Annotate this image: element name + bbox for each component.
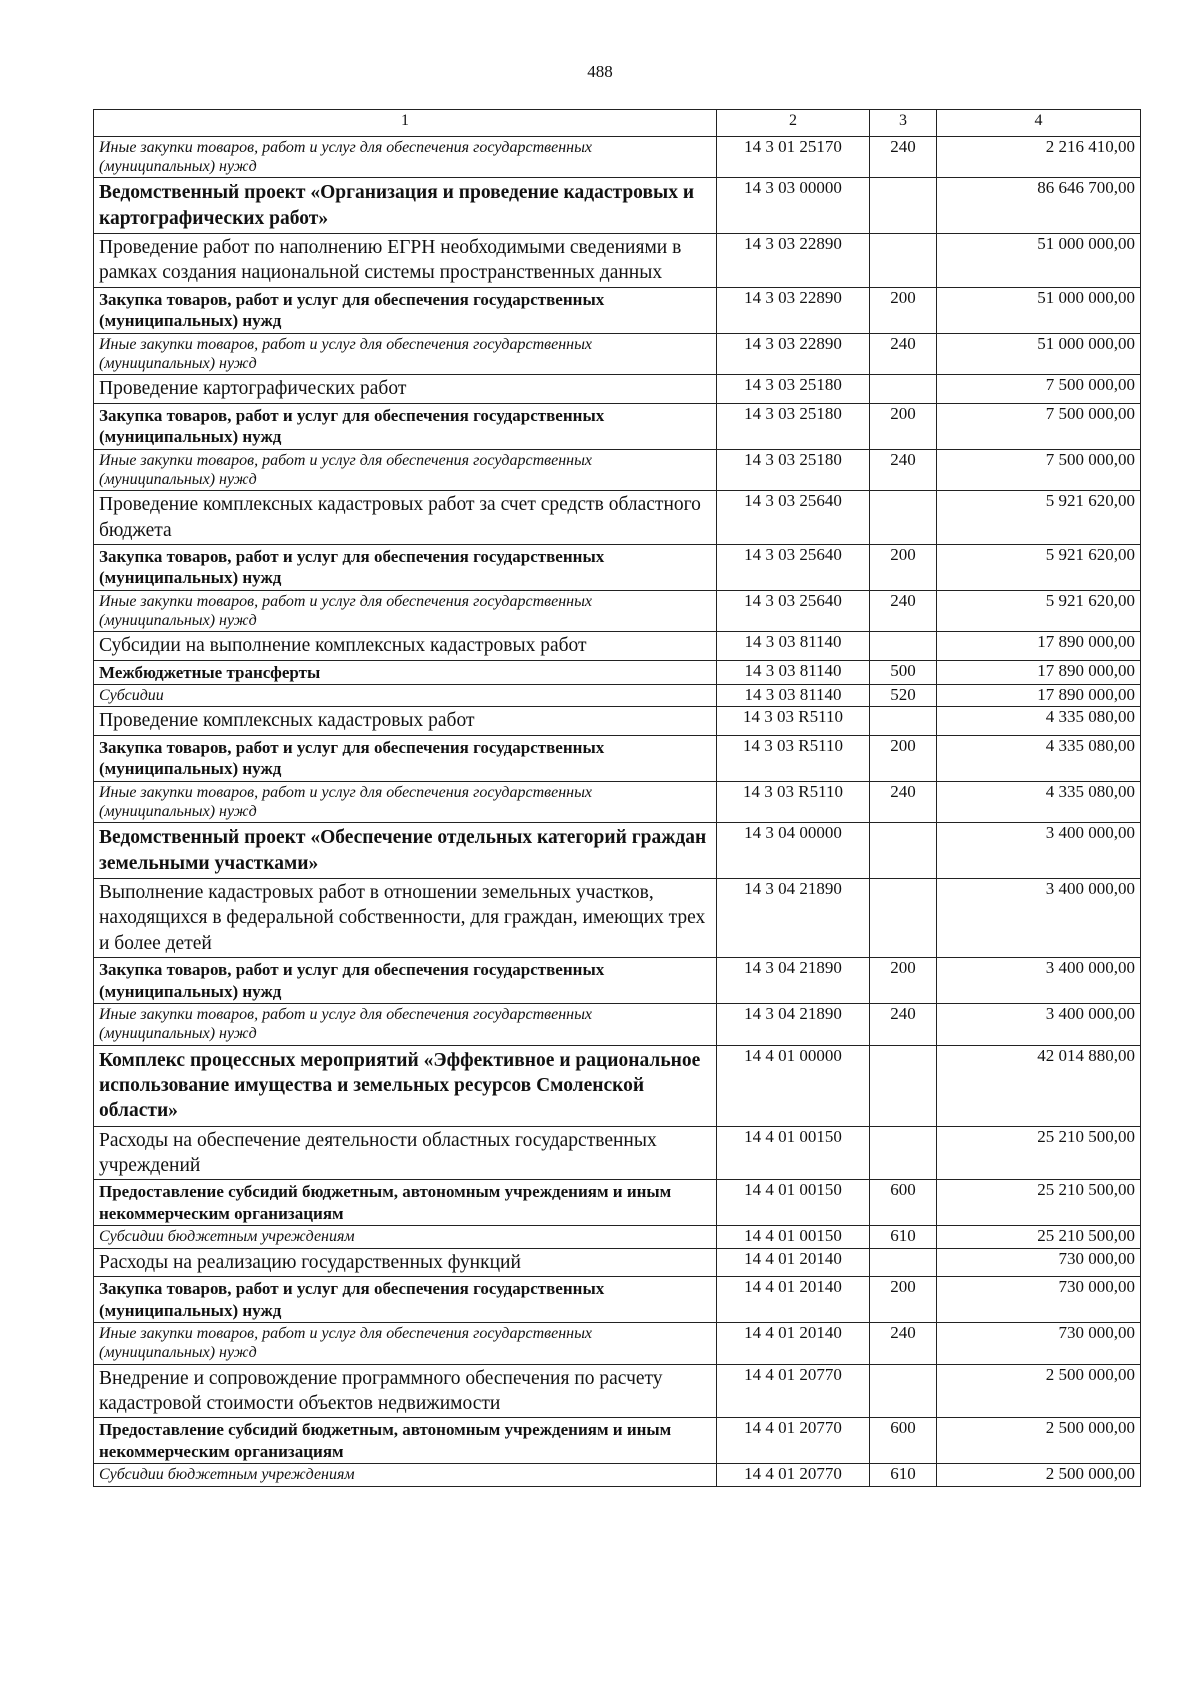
table-row xyxy=(94,632,1141,660)
cell-name: Выполнение кадастровых работ в отношении земельных участков, находящихся в федеральной собственности, для граждан, имеющих трех и более детей xyxy=(94,879,717,958)
cell-expense-type: 520 xyxy=(870,685,937,707)
table-row xyxy=(94,1126,1141,1180)
cell-amount: 42 014 880,00 xyxy=(937,1045,1141,1126)
cell-name: Проведение комплексных кадастровых работ xyxy=(94,707,717,735)
table-row xyxy=(94,1226,1141,1248)
cell-code: 14 4 01 20140 xyxy=(717,1277,870,1323)
cell-amount: 51 000 000,00 xyxy=(937,234,1141,288)
header-col-code: 2 xyxy=(717,110,870,137)
cell-expense-type xyxy=(870,707,937,735)
table-row xyxy=(94,1004,1141,1045)
cell-amount: 51 000 000,00 xyxy=(937,287,1141,333)
cell-code: 14 3 04 00000 xyxy=(717,823,870,879)
cell-expense-type: 240 xyxy=(870,449,937,490)
cell-amount: 7 500 000,00 xyxy=(937,375,1141,403)
cell-code: 14 3 03 25640 xyxy=(717,591,870,632)
cell-name: Проведение картографических работ xyxy=(94,375,717,403)
cell-expense-type: 200 xyxy=(870,287,937,333)
cell-code: 14 3 04 21890 xyxy=(717,958,870,1004)
cell-code: 14 4 01 20140 xyxy=(717,1323,870,1364)
cell-code: 14 4 01 20770 xyxy=(717,1464,870,1486)
table-row xyxy=(94,1045,1141,1126)
cell-expense-type xyxy=(870,1364,937,1418)
cell-code: 14 4 01 20140 xyxy=(717,1248,870,1276)
table-header-row xyxy=(94,110,1141,137)
cell-amount: 3 400 000,00 xyxy=(937,879,1141,958)
cell-name: Иные закупки товаров, работ и услуг для обеспечения государственных (муниципальных) нужд xyxy=(94,1323,717,1364)
table-row xyxy=(94,491,1141,545)
page-number: 488 xyxy=(587,62,613,81)
table-row xyxy=(94,735,1141,781)
cell-expense-type xyxy=(870,823,937,879)
table-body xyxy=(94,137,1141,1487)
table-row xyxy=(94,1248,1141,1276)
cell-amount: 5 921 620,00 xyxy=(937,591,1141,632)
cell-code: 14 4 01 20770 xyxy=(717,1418,870,1464)
cell-amount: 25 210 500,00 xyxy=(937,1126,1141,1180)
cell-expense-type xyxy=(870,491,937,545)
cell-name: Закупка товаров, работ и услуг для обеспечения государственных (муниципальных) нужд xyxy=(94,403,717,449)
cell-amount: 730 000,00 xyxy=(937,1323,1141,1364)
table-row xyxy=(94,333,1141,374)
cell-name: Проведение работ по наполнению ЕГРН необходимыми сведениями в рамках создания национальной системы пространственных данных xyxy=(94,234,717,288)
cell-amount: 86 646 700,00 xyxy=(937,178,1141,234)
cell-name: Закупка товаров, работ и услуг для обеспечения государственных (муниципальных) нужд xyxy=(94,1277,717,1323)
cell-amount: 7 500 000,00 xyxy=(937,449,1141,490)
cell-expense-type xyxy=(870,1248,937,1276)
cell-name: Ведомственный проект «Организация и проведение кадастровых и картографических работ» xyxy=(94,178,717,234)
cell-code: 14 3 03 81140 xyxy=(717,685,870,707)
cell-name: Закупка товаров, работ и услуг для обеспечения государственных (муниципальных) нужд xyxy=(94,735,717,781)
cell-expense-type xyxy=(870,879,937,958)
table-row xyxy=(94,1180,1141,1226)
cell-expense-type xyxy=(870,1045,937,1126)
cell-name: Предоставление субсидий бюджетным, автономным учреждениям и иным некоммерческим организациям xyxy=(94,1180,717,1226)
cell-expense-type: 610 xyxy=(870,1464,937,1486)
cell-amount: 2 500 000,00 xyxy=(937,1364,1141,1418)
cell-code: 14 3 03 22890 xyxy=(717,333,870,374)
cell-name: Субсидии на выполнение комплексных кадастровых работ xyxy=(94,632,717,660)
cell-amount: 51 000 000,00 xyxy=(937,333,1141,374)
cell-amount: 5 921 620,00 xyxy=(937,544,1141,590)
cell-code: 14 3 03 25640 xyxy=(717,544,870,590)
cell-code: 14 3 03 81140 xyxy=(717,632,870,660)
cell-amount: 730 000,00 xyxy=(937,1248,1141,1276)
cell-name: Проведение комплексных кадастровых работ за счет средств областного бюджета xyxy=(94,491,717,545)
cell-name: Иные закупки товаров, работ и услуг для обеспечения государственных (муниципальных) нужд xyxy=(94,449,717,490)
table-row xyxy=(94,1418,1141,1464)
cell-name: Расходы на реализацию государственных функций xyxy=(94,1248,717,1276)
table-row xyxy=(94,137,1141,178)
table-row xyxy=(94,879,1141,958)
cell-amount: 7 500 000,00 xyxy=(937,403,1141,449)
cell-name: Иные закупки товаров, работ и услуг для обеспечения государственных (муниципальных) нужд xyxy=(94,591,717,632)
cell-amount: 2 216 410,00 xyxy=(937,137,1141,178)
table-row xyxy=(94,449,1141,490)
cell-code: 14 3 03 00000 xyxy=(717,178,870,234)
cell-code: 14 3 04 21890 xyxy=(717,879,870,958)
cell-code: 14 3 03 22890 xyxy=(717,234,870,288)
cell-code: 14 4 01 20770 xyxy=(717,1364,870,1418)
cell-code: 14 3 04 21890 xyxy=(717,1004,870,1045)
cell-code: 14 3 03 81140 xyxy=(717,660,870,685)
table-row xyxy=(94,1277,1141,1323)
cell-name: Иные закупки товаров, работ и услуг для обеспечения государственных (муниципальных) нужд xyxy=(94,137,717,178)
cell-name: Субсидии бюджетным учреждениям xyxy=(94,1464,717,1486)
cell-code: 14 3 03 25640 xyxy=(717,491,870,545)
cell-amount: 4 335 080,00 xyxy=(937,735,1141,781)
table-row xyxy=(94,1364,1141,1418)
header-col-amount: 4 xyxy=(937,110,1141,137)
cell-amount: 3 400 000,00 xyxy=(937,958,1141,1004)
table-row xyxy=(94,781,1141,822)
cell-expense-type: 500 xyxy=(870,660,937,685)
cell-expense-type xyxy=(870,178,937,234)
cell-expense-type: 240 xyxy=(870,591,937,632)
cell-expense-type xyxy=(870,234,937,288)
table-row xyxy=(94,1323,1141,1364)
cell-expense-type xyxy=(870,1126,937,1180)
table-row xyxy=(94,287,1141,333)
cell-name: Иные закупки товаров, работ и услуг для обеспечения государственных (муниципальных) нужд xyxy=(94,333,717,374)
cell-code: 14 4 01 00150 xyxy=(717,1226,870,1248)
cell-name: Комплекс процессных мероприятий «Эффективное и рациональное использование имущества и земельных ресурсов Смоленской области» xyxy=(94,1045,717,1126)
cell-code: 14 3 03 R5110 xyxy=(717,707,870,735)
table-row xyxy=(94,1464,1141,1486)
cell-code: 14 4 01 00000 xyxy=(717,1045,870,1126)
cell-amount: 2 500 000,00 xyxy=(937,1464,1141,1486)
cell-amount: 730 000,00 xyxy=(937,1277,1141,1323)
cell-amount: 2 500 000,00 xyxy=(937,1418,1141,1464)
cell-expense-type: 240 xyxy=(870,333,937,374)
cell-name: Расходы на обеспечение деятельности областных государственных учреждений xyxy=(94,1126,717,1180)
cell-expense-type: 610 xyxy=(870,1226,937,1248)
cell-amount: 17 890 000,00 xyxy=(937,685,1141,707)
cell-name: Закупка товаров, работ и услуг для обеспечения государственных (муниципальных) нужд xyxy=(94,544,717,590)
table-row xyxy=(94,234,1141,288)
cell-expense-type: 240 xyxy=(870,781,937,822)
cell-expense-type: 240 xyxy=(870,137,937,178)
cell-name: Внедрение и сопровождение программного обеспечения по расчету кадастровой стоимости объектов недвижимости xyxy=(94,1364,717,1418)
cell-expense-type: 200 xyxy=(870,735,937,781)
cell-code: 14 3 03 25180 xyxy=(717,403,870,449)
table-row xyxy=(94,823,1141,879)
cell-code: 14 3 03 25180 xyxy=(717,375,870,403)
cell-expense-type xyxy=(870,375,937,403)
cell-expense-type: 240 xyxy=(870,1004,937,1045)
table-row xyxy=(94,375,1141,403)
cell-expense-type: 200 xyxy=(870,544,937,590)
table-row xyxy=(94,685,1141,707)
header-col-name: 1 xyxy=(94,110,717,137)
table-row xyxy=(94,707,1141,735)
cell-name: Межбюджетные трансферты xyxy=(94,660,717,685)
cell-expense-type: 240 xyxy=(870,1323,937,1364)
cell-expense-type: 200 xyxy=(870,958,937,1004)
cell-amount: 25 210 500,00 xyxy=(937,1226,1141,1248)
cell-expense-type xyxy=(870,632,937,660)
cell-code: 14 3 03 25180 xyxy=(717,449,870,490)
cell-name: Закупка товаров, работ и услуг для обеспечения государственных (муниципальных) нужд xyxy=(94,287,717,333)
cell-amount: 4 335 080,00 xyxy=(937,781,1141,822)
cell-amount: 4 335 080,00 xyxy=(937,707,1141,735)
cell-name: Субсидии бюджетным учреждениям xyxy=(94,1226,717,1248)
table-row xyxy=(94,591,1141,632)
budget-table xyxy=(93,109,1141,1487)
cell-code: 14 4 01 00150 xyxy=(717,1180,870,1226)
cell-name: Иные закупки товаров, работ и услуг для обеспечения государственных (муниципальных) нужд xyxy=(94,781,717,822)
table-row xyxy=(94,403,1141,449)
cell-expense-type: 600 xyxy=(870,1418,937,1464)
cell-amount: 17 890 000,00 xyxy=(937,632,1141,660)
cell-code: 14 4 01 00150 xyxy=(717,1126,870,1180)
cell-amount: 5 921 620,00 xyxy=(937,491,1141,545)
cell-name: Иные закупки товаров, работ и услуг для обеспечения государственных (муниципальных) нужд xyxy=(94,1004,717,1045)
cell-name: Ведомственный проект «Обеспечение отдельных категорий граждан земельными участками» xyxy=(94,823,717,879)
cell-name: Субсидии xyxy=(94,685,717,707)
cell-amount: 3 400 000,00 xyxy=(937,823,1141,879)
table-row xyxy=(94,958,1141,1004)
cell-expense-type: 200 xyxy=(870,403,937,449)
header-col-vr: 3 xyxy=(870,110,937,137)
cell-amount: 17 890 000,00 xyxy=(937,660,1141,685)
cell-amount: 25 210 500,00 xyxy=(937,1180,1141,1226)
cell-expense-type: 200 xyxy=(870,1277,937,1323)
cell-code: 14 3 03 22890 xyxy=(717,287,870,333)
cell-expense-type: 600 xyxy=(870,1180,937,1226)
cell-code: 14 3 03 R5110 xyxy=(717,781,870,822)
cell-name: Предоставление субсидий бюджетным, автономным учреждениям и иным некоммерческим организациям xyxy=(94,1418,717,1464)
table-row xyxy=(94,660,1141,685)
cell-code: 14 3 01 25170 xyxy=(717,137,870,178)
cell-amount: 3 400 000,00 xyxy=(937,1004,1141,1045)
table-row xyxy=(94,544,1141,590)
table-row xyxy=(94,178,1141,234)
cell-name: Закупка товаров, работ и услуг для обеспечения государственных (муниципальных) нужд xyxy=(94,958,717,1004)
cell-code: 14 3 03 R5110 xyxy=(717,735,870,781)
